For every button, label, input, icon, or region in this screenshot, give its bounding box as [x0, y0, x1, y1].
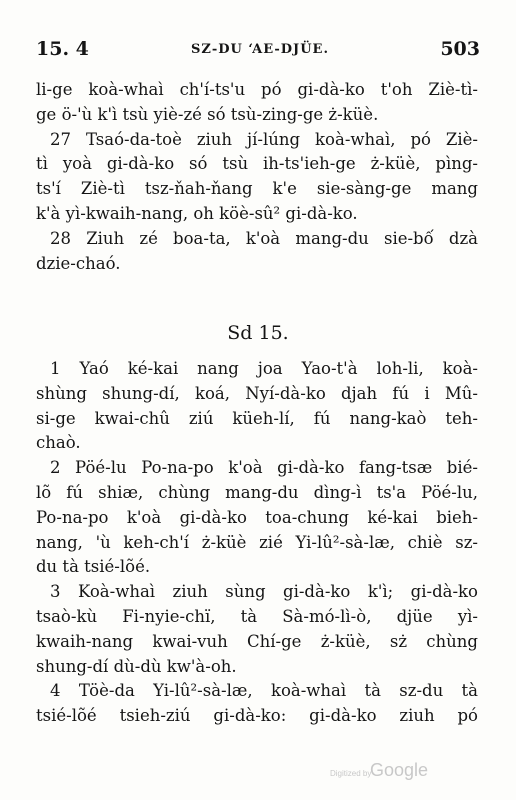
- chapter-verse-ref: 15. 4: [36, 38, 89, 60]
- text-line: ts'í Ziè-tì tsz-ňah-ňang k'e sie-sàng-ge mang: [36, 179, 478, 199]
- section-heading: Sd 15.: [227, 322, 289, 344]
- text-line: Po-na-po k'oà gi-dà-ko toa-chung ké-kai bieh-: [36, 507, 478, 527]
- text-line: shung-dí dù-dù kw'à-oh.: [36, 656, 237, 676]
- verse-3-line: 3 Koà-whaì ziuh sùng gi-dà-ko k'ì; gi-dà-ko: [50, 582, 478, 602]
- text-line: tsié-lõé tsieh-ziú gi-dà-ko: gi-dà-ko ziuh pó: [36, 706, 478, 726]
- verse-4-line: 4 Töè-da Yi-lû²-sà-læ, koà-whaì tà sz-du tà: [50, 681, 478, 701]
- google-watermark: [330, 760, 450, 782]
- text-block-bottom: [36, 357, 478, 729]
- running-header: [36, 38, 480, 68]
- watermark-logo-text: Google: [370, 760, 429, 780]
- running-title: SZ-DU ʻAE-DJÜE.: [191, 42, 329, 57]
- text-line: li-ge koà-whaì ch'í-ts'u pó gi-dà-ko t'oh Ziè-tì-: [36, 80, 478, 99]
- watermark-prefix: Digitized by: [330, 769, 372, 778]
- text-line: kwaih-nang kwai-vuh Chí-ge ż-küè, sż chùng: [36, 631, 478, 651]
- page-number: 503: [440, 38, 480, 60]
- text-block-top: [36, 78, 478, 276]
- text-line: shùng shung-dí, koá, Nyí-dà-ko djah fú i Mû-: [36, 383, 478, 403]
- text-line: lõ fú shiæ, chùng mang-du dìng-ì ts'a Pöé-lu,: [36, 482, 478, 502]
- verse-1-line: 1 Yaó ké-kai nang joa Yao-t'à loh-li, koà-: [50, 359, 478, 378]
- text-line: chaò.: [36, 433, 81, 453]
- text-line: nang, 'ù keh-ch'í ż-küè zié Yi-lû²-sà-læ, chiè sz-: [36, 532, 478, 552]
- verse-27-line: 27 Tsaó-da-toè ziuh jí-lúng koà-whaì, pó Ziè-: [50, 129, 478, 149]
- verse-28-line: 28 Ziuh zé boa-ta, k'oà mang-du sie-bố dzà: [50, 228, 478, 248]
- text-line: tsaò-kù Fi-nyie-chï, tà Sà-mó-lì-ò, djüe yì-: [36, 606, 478, 626]
- text-line: dzie-chaó.: [36, 253, 121, 273]
- text-line: si-ge kwai-chû ziú küeh-lí, fú nang-kaò teh-: [36, 408, 478, 428]
- verse-2-line: 2 Pöé-lu Po-na-po k'oà gi-dà-ko fang-tsæ bié-: [50, 458, 478, 478]
- text-line: ge ö-'ù k'ì tsù yiè-zé só tsù-zing-ge ż-küè.: [36, 104, 379, 124]
- text-line: tì yoà gi-dà-ko só tsù ih-ts'ieh-ge ż-küè, pìng-: [36, 154, 478, 174]
- text-line: k'à yì-kwaih-nang, oh köè-sû² gi-dà-ko.: [36, 203, 358, 223]
- text-line: du tà tsié-lõé.: [36, 557, 151, 577]
